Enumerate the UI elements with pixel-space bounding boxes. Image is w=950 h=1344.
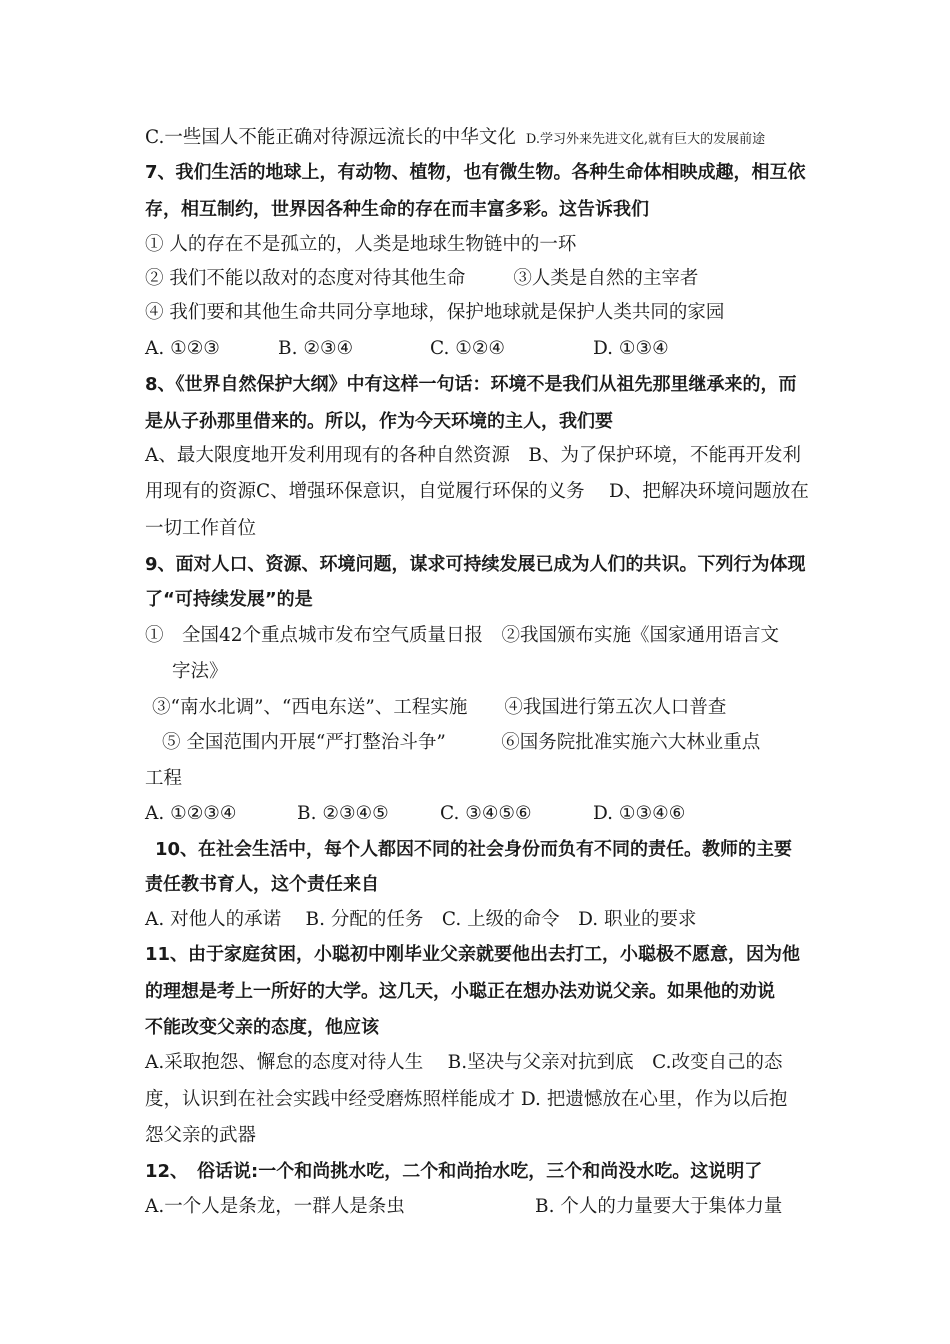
q7-item-2: ② 我们不能以敌对的态度对待其他生命 (145, 268, 466, 289)
q9-item-5-6: ⑤ 全国范围内开展“严打整治斗争” ⑥国务院批准实施六大林业重点 (162, 732, 761, 753)
q7-item-3: ③人类是自然的主宰者 (513, 268, 699, 289)
q9-answer-d: D. ①③④⑥ (593, 803, 686, 824)
question-7-line-1: 7、我们生活的地球上，有动物、植物，也有微生物。各种生命体相映成趣，相互依 (145, 162, 806, 183)
question-11-line-2: 的理想是考上一所好的大学。这几天，小聪正在想办法劝说父亲。如果他的劝说 (145, 981, 775, 1002)
q7-item-1: ① 人的存在不是孤立的，人类是地球生物链中的一环 (145, 234, 577, 255)
option-c-text: C.一些国人不能正确对待源远流长的中华文化 (145, 127, 516, 148)
question-11-line-3: 不能改变父亲的态度，他应该 (145, 1017, 379, 1038)
question-9-line-2: 了“可持续发展”的是 (145, 589, 313, 610)
option-line (145, 125, 765, 153)
question-10-line-2: 责任教书育人，这个责任来自 (145, 874, 379, 895)
q9-answer-b: B. ②③④⑤ (297, 803, 389, 824)
q9-item-6-cont: 工程 (145, 768, 183, 789)
q7-answer-c: C. ①②④ (430, 338, 506, 359)
q7-answer-b: B. ②③④ (278, 338, 354, 359)
q9-answer-c: C. ③④⑤⑥ (440, 803, 532, 824)
q11-options-line-1: A.采取抱怨、懈怠的态度对待人生 B.坚决与父亲对抗到底 C.改变自己的态 (145, 1052, 783, 1073)
q7-item-2-3 (145, 266, 698, 292)
question-8-line-1: 8、《世界自然保护大纲》中有这样一句话：环境不是我们从祖先那里继承来的，而 (145, 374, 797, 395)
q12-option-a: A.一个人是条龙，一群人是条虫 (145, 1196, 405, 1217)
question-8-line-2: 是从子孙那里借来的。所以，作为今天环境的主人，我们要 (145, 411, 613, 432)
option-d-text: D.学习外来先进文化,就有巨大的发展前途 (525, 132, 766, 147)
question-11-line-1: 11、由于家庭贫困，小聪初中刚毕业父亲就要他出去打工，小聪极不愿意，因为他 (145, 944, 801, 965)
q11-options-line-2: 度，认识到在社会实践中经受磨炼照样能成才 D. 把遗憾放在心里，作为以后抱 (145, 1089, 788, 1110)
q7-answer-a: A. ①②③ (145, 338, 220, 359)
question-10-line-1: 10、在社会生活中，每个人都因不同的社会身份而负有不同的责任。教师的主要 (155, 839, 793, 860)
q8-options-line-1: A、最大限度地开发利用现有的各种自然资源 B、为了保护环境，不能再开发利 (145, 445, 801, 466)
q9-item-3-4: ③“南水北调”、“西电东送”、工程实施 ④我国进行第五次人口普查 (152, 697, 727, 718)
question-9-line-1: 9、面对人口、资源、环境问题，谋求可持续发展已成为人们的共识。下列行为体现 (145, 554, 806, 575)
q11-options-line-3: 怨父亲的武器 (145, 1125, 257, 1146)
q8-options-line-3: 一切工作首位 (145, 518, 257, 539)
q12-option-b: B. 个人的力量要大于集体力量 (535, 1196, 783, 1217)
q9-answer-a: A. ①②③④ (145, 803, 237, 824)
q8-options-line-2: 用现有的资源C、增强环保意识，自觉履行环保的义务 D、把解决环境问题放在 (145, 481, 809, 502)
q7-item-4: ④ 我们要和其他生命共同分享地球，保护地球就是保护人类共同的家园 (145, 302, 725, 323)
question-12: 12、 俗话说:一个和尚挑水吃，二个和尚抬水吃，三个和尚没水吃。这说明了 (145, 1161, 763, 1182)
q10-answers: A. 对他人的承诺 B. 分配的任务 C. 上级的命令 D. 职业的要求 (145, 909, 697, 930)
q9-item-1-2: ① 全国42个重点城市发布空气质量日报 ②我国颁布实施《国家通用语言文 (145, 625, 780, 646)
question-7-line-2: 存，相互制约，世界因各种生命的存在而丰富多彩。这告诉我们 (145, 199, 649, 220)
q7-answer-d: D. ①③④ (593, 338, 669, 359)
q9-item-2-cont: 字法》 (172, 661, 228, 682)
